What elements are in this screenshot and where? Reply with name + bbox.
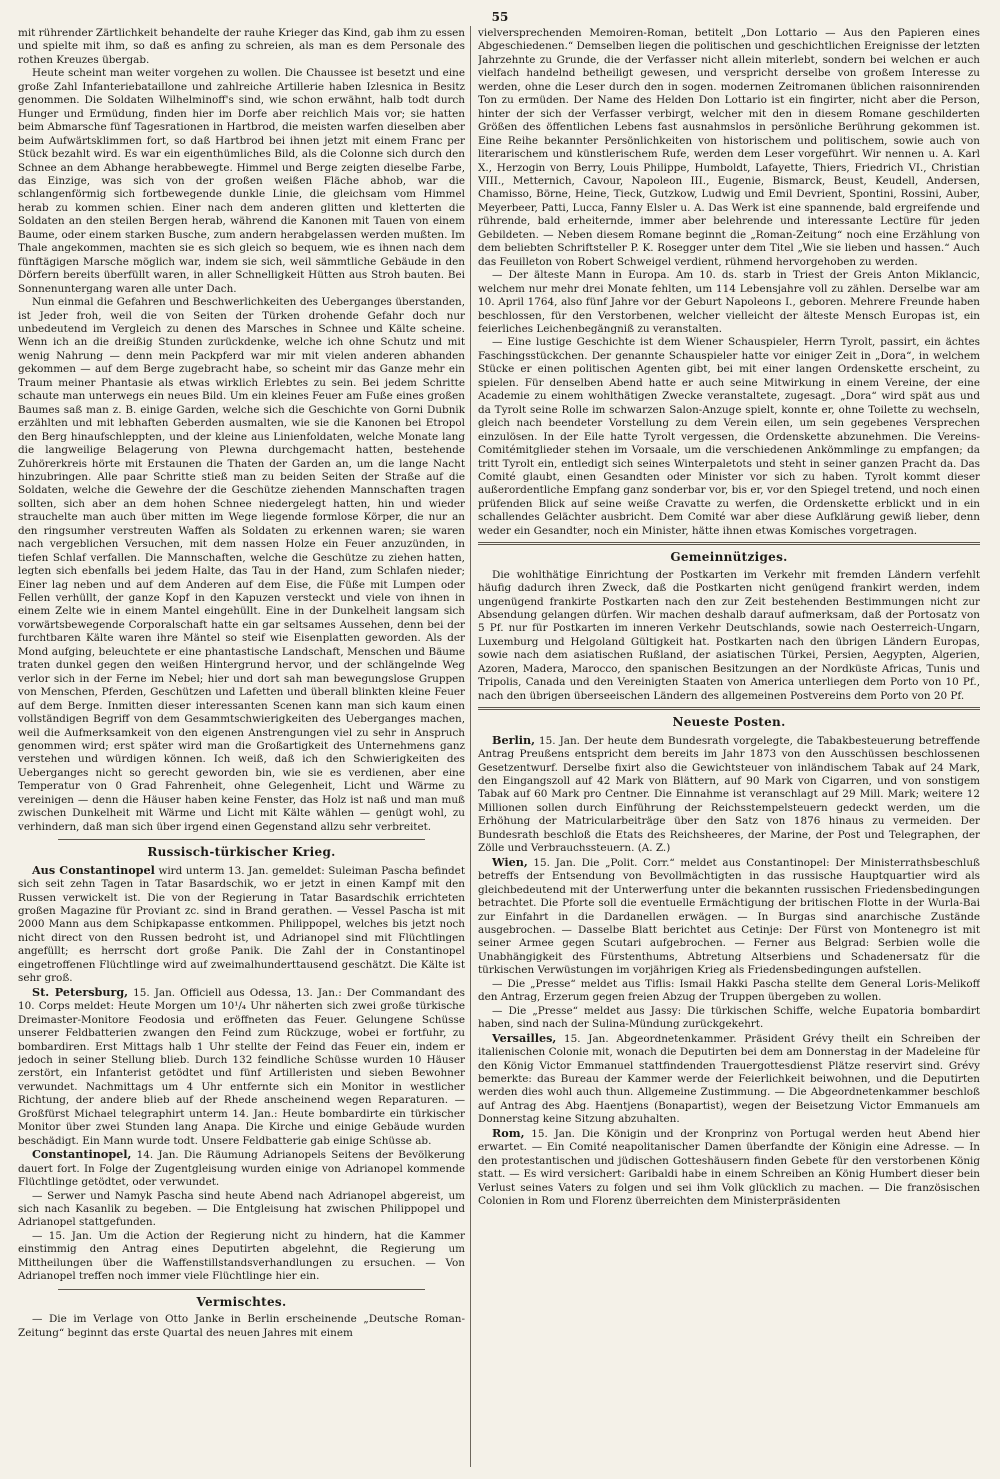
dateline: St. Petersburg, xyxy=(32,984,129,999)
paragraph: vielversprechenden Memoiren-Roman, betitelt „Don Lottario — Aus den Papieren eines Abgeschiedenen.“ Demselben liegen die politischen und geschichtlichen Ereignisse der letzten Jahrzehnte zu Grunde, die der Verfasser nicht allein miterlebt, sondern bei welchen er auch vielfach handelnd betheiligt gewesen, und verspricht derselbe von großem Interesse zu werden, ohne die Leser durch den in sogen. modernen Zeitromanen üblichen raisonnirenden Ton zu ermüden. Der Name des Helden Don Lottario ist ein fingirter, nicht aber die Person, hinter der sich der Verfasser verbirgt, welcher mit den in diesem Romane geschilderten Größen des öffentlichen Lebens fast ausnahmslos in persönliche Berührung gekommen ist. Eine Reihe bekannter Persönlichkeiten von historischem und politischem, sowie auch von literarischem und künstlerischem Rufe, werden dem Leser vorgeführt. Wir nennen u. A. Karl X., Herzogin von Berry, Louis Philippe, Humboldt, Lafayette, Thiers, Friedrich VI., Christian VIII., Metternich, Cavour, Napoleon III., Eugenie, Bismarck, Beust, Keudell, Andersen, Chamisso, Börne, Heine, Tieck, Gutzkow, Ludwig und Emil Devrient, Spontini, Rossini, Auber, Meyerbeer, Patti, Lucca, Fanny Elsler u. A. Das Werk ist eine spannende, bald ergreifende und rührende, bald erheiternde, immer aber belehrende und interessante Lectüre für jeden Gebildeten. — Neben diesem Romane beginnt die „Roman-Zeitung“ noch eine Erzählung von dem beliebten Schriftsteller P. K. Rosegger unter dem Titel „Wie sie lieben und hassen.“ Auch das Feuilleton von Robert Schweigel verdient, rühmend hervorgehoben zu werden. xyxy=(478,27,980,268)
section-heading-gemeinnuetziges: Gemeinnütziges. xyxy=(670,550,788,565)
news-item xyxy=(478,734,980,856)
news-item xyxy=(478,1127,980,1209)
news-text: 14. Jan. Die Räumung Adrianopels Seitens der Bevölkerung dauert fort. In Folge der Zugentgleisung wurden einige von Adrianopel kommende Flüchtlinge getödtet, oder verwundet. xyxy=(18,1149,465,1189)
news-item: — Serwer und Namyk Pascha sind heute Abend nach Adrianopel abgereist, um sich nach Kasanlik zu begeben. — Die Entgleisung hat zwischen Philippopel und Adrianopel stattgefunden. xyxy=(18,1189,465,1229)
paragraph: Heute scheint man weiter vorgehen zu wollen. Die Chaussee ist besetzt und eine große Zahl Infanteriebataillone und zahlreiche Artillerie haben Izlesnica in Besitz genommen. Die Soldaten Wilhelminoff's sind, wie schon erwähnt, halb todt durch Hunger und Ermüdung, finden hier im Dorfe aber reichlich Mais vor; sie hatten beim Abmarsche fünf Tagesrationen in Hartbrod, die meisten warfen dieselben aber beim Aufwärtsklimmen fort, so daß Hartbrod bei ihnen jetzt mit einem Franc per Stück bezahlt wird. Es war ein eigenthümliches Bild, als die Colonne sich durch den Schnee an dem Abhange herabbewegte. Himmel und Berge zeigten dieselbe Farbe, das Einzige, was sich von der großen weißen Fläche abhob, war die schlangenförmig sich fortbewegende dunkle Linie, die gleichsam vom Himmel herab zu kommen schien. Einer nach dem anderen glitten und kletterten die Soldaten an den steilen Bergen herab, während die Kanonen mit Tauen von einem Baume, oder einem starken Busche, zum andern herabgelassen werden mußten. Im Thale angekommen, machten sie es sich gleich so bequem, wie es ihnen nach dem fünftägigen Marsche möglich war, indem sie sich, weil sämmtliche Gebäude in den Dörfern bereits überfüllt waren, in aller Schnelligkeit Hütten aus Stroh bauten. Bei Sonnenuntergang waren alle unter Dach. xyxy=(18,67,465,295)
news-text: 15. Jan. Officiell aus Odessa, 13. Jan.: Der Commandant des 10. Corps meldet: Heute Morgen um 10¹/₄ Uhr näherten sich zwei große türkische Dreimaster-Monitore Feodosia und eröffneten das Feuer. Gelungene Schüsse unserer Feldbatterien zwangen den Feind zum Rückzuge, wobei er fortfuhr, zu bombardiren. Erst Mittags halb 1 Uhr stellte der Feind das Feuer ein, indem er jedoch in seiner Stellung blieb. Durch 132 feindliche Schüsse wurden 10 Häuser zerstört, ein Infanterist getödtet und fünf Artilleristen und sieben Bewohner verwundet. Nachmittags um 4 Uhr entfernte sich ein Monitor in westlicher Richtung, der andere blieb auf der Rhede anscheinend wegen Reparaturen. — Großfürst Michael telegraphirt unterm 14. Jan.: Heute bombardirte ein türkischer Monitor über zwei Stunden lang Anapa. Die Kirche und einige Gebäude wurden beschädigt. Ein Mann wurde todt. Unsere Feldbatterie gab einige Schüsse ab. xyxy=(18,986,465,1147)
news-item xyxy=(18,1148,465,1189)
dateline: Aus Constantinopel xyxy=(32,862,155,877)
section-separator xyxy=(478,542,980,545)
news-item: — Die „Presse“ meldet aus Jassy: Die türkischen Schiffe, welche Eupatoria bombardirt haben, sind nach der Sulina-Mündung zurückgekehrt. xyxy=(478,1004,980,1031)
section-separator xyxy=(58,1289,425,1290)
section-separator xyxy=(478,707,980,710)
section-heading-misc: Vermischtes. xyxy=(196,1294,287,1309)
news-item: — Die „Presse“ meldet aus Tiflis: Ismail Hakki Pascha stellte dem General Loris-Melikoff den Antrag, Erzerum gegen freien Abzug der Truppen übergeben zu wollen. xyxy=(478,977,980,1004)
paragraph: Die wohlthätige Einrichtung der Postkarten im Verkehr mit fremden Ländern verfehlt häufig dadurch ihren Zweck, daß die Postkarten nicht genügend frankirt werden, indem ungenügend frankirte Postkarten nach den zur Zeit bestehenden Bestimmungen nicht zur Absendung gelangen dürfen. Wir machen deshalb darauf aufmerksam, daß der Portosatz von 5 Pf. nur für Postkarten im inneren Verkehr Deutschlands, sowie nach Oesterreich-Ungarn, Luxemburg und Helgoland Gültigkeit hat. Postkarten nach den übrigen Ländern Europas, sowie nach dem asiatischen Rußland, der asiatischen Türkei, Persien, Aegypten, Algerien, Azoren, Madera, Marocco, den spanischen Besitzungen an der Nordküste Africas, Tunis und Tripolis, Canada und den Vereinigten Staaten von America unterliegen dem Porto von 10 Pf., nach den übrigen überseeischen Ländern des allgemeinen Postvereins dem Porto von 20 Pf. xyxy=(478,568,980,702)
paragraph: mit rührender Zärtlichkeit behandelte der rauhe Krieger das Kind, gab ihm zu essen und spielte mit ihm, so daß es anfing zu schreien, als man es dem Personale des rothen Kreuzes übergab. xyxy=(18,27,465,66)
news-text: 15. Jan. Die „Polit. Corr.“ meldet aus Constantinopel: Der Ministerrathsbeschluß betreffs der Entsendung von Bevollmächtigten in das russische Hauptquartier wird als gleichbedeutend mit der Unterwerfung unter die bekannten russischen Friedensbedingungen betrachtet. Die Pforte soll die eventuelle Ermächtigung der britischen Flotte in der Wurla-Bai zur Einfahrt in die Dardanellen erwägen. — In Burgas sind anarchische Zustände ausgebrochen. — Dasselbe Blatt berichtet aus Cetinje: Der Fürst von Montenegro ist mit seiner Armee gegen Scutari aufgebrochen. — Ferner aus Belgrad: Serbien wolle die Unabhängigkeit des Fürstenthums, Abtretung Altserbiens und Schadenersatz für die türkischen Verwüstungen im vorjährigen Krieg als Friedensbedingungen aufstellen. xyxy=(478,856,980,977)
dateline: Rom, xyxy=(492,1125,525,1140)
left-column xyxy=(18,27,465,1469)
page-number: 55 xyxy=(491,10,509,24)
paragraph: Nun einmal die Gefahren und Beschwerlichkeiten des Ueberganges überstanden, ist Jeder froh, weil die von Seiten der Türken drohende Gefahr doch nur unbedeutend im Vergleich zu denen des Marsches in Schnee und Kälte scheine. Wenn ich an die dreißig Stunden zurückdenke, welche ich ohne Schutz und mit wenig Nahrung — denn mein Packpferd war mir mit vielen anderen abhanden gekommen — auf dem Berge zugebracht habe, so scheint mir das Ganze mehr ein Traum meiner Phantasie als etwas wirklich Erlebtes zu sein. Bei jedem Schritte schaute man unterwegs ein neues Bild. Um ein kleines Feuer am Fuße eines großen Baumes saß man z. B. einige Garden, welche sich die Geschichte von Gorni Dubnik erzählten und mit lebhaften Geberden ausmalten, wie sie die Kanonen bei Etropol den Berg hinaufschleppten, und der kleine aus Linienfoldaten, welche Monate lang die langweilige Belagerung von Plewna durchgemacht hatten, bestehende Zuhörerkreis hörte mit Erstaunen die Thaten der Garden an, um die lange Nacht hinzubringen. Alle paar Schritte stieß man zu beiden Seiten der Straße auf die Soldaten, welche die Gewehre der die Geschütze ziehenden Mannschaften tragen sollten, sich aber an dem hohen Schnee niedergelegt hatten, hin und wieder strauchelte man auch über mitten im Wege liegende formlose Körper, die nur an den ringsumher verstreuten Waffen als Soldaten zu erkennen waren; sie waren nach vergeblichen Versuchen, mit dem nassen Holze ein Feuer anzuzünden, in tiefen Schlaf verfallen. Die Mannschaften, welche die Geschütze zu ziehen hatten, legten sich ebenfalls bei jedem Halte, das Tau in der Hand, zum Schlafen nieder; Einer lag neben und auf dem Anderen auf dem Eise, die Füße mit Lumpen oder Fellen verhüllt, der ganze Kopf in den Kapuzen versteckt und viele von ihnen in einem Zelte wie in einem Mantel eingehüllt. Eine in der Dunkelheit langsam sich vorwärtsbewegende Corporalschaft hatte ein gar seltsames Aussehen, denn bei der furchtbaren Kälte waren ihre Mäntel so steif wie Eisenplatten geworden. Als der Mond aufging, beleuchtete er eine phantastische Landschaft, Menschen und Bäume traten dunkel gegen den weißen Hintergrund hervor, und der schlängelnde Weg verlor sich in der Ferne im Nebel; hier und dort sah man bewegungslose Gruppen von Menschen, Pferden, Geschützen und Lafetten und überall blinkten kleine Feuer auf dem Berge. Inmitten dieser interessanten Scenen kann man sich kaum einen vollständigen Begriff von dem Gesammtschwierigkeiten des Ueberganges machen, weil die Aufmerksamkeit von den eigenen Anstrengungen viel zu sehr in Anspruch genommen wird; erst später wird man die Großartigkeit des Unternehmens ganz verstehen und würdigen können. Ich weiß, daß ich den Schwierigkeiten des Ueberganges nicht so gerecht geworden bin, wie sie es verdienen, aber eine Temperatur von 0 Grad Fahrenheit, ohne Gelegenheit, Licht und Wärme zu vereinigen — denn die Häuser haben keine Fenster, das Holz ist naß und man muß zwischen Dunkelheit mit Wärme und Licht mit Kälte wählen — genügt wohl, zu verhindern, daß man sich über irgend einen Gegenstand allzu sehr verbreitet. xyxy=(18,296,465,833)
news-item xyxy=(478,856,980,978)
dateline: Constantinopel, xyxy=(32,1147,132,1162)
section-separator xyxy=(58,839,425,840)
dateline: Wien, xyxy=(492,854,528,869)
news-item xyxy=(18,986,465,1148)
section-heading-war: Russisch-türkischer Krieg. xyxy=(147,845,336,860)
news-item: — 15. Jan. Um die Action der Regierung nicht zu hindern, hat die Kammer einstimmig den Antrag eines Deputirten abgelehnt, die Regierung um Mittheilungen über die Waffenstillstandsverhandlungen zu ersuchen. — Von Adrianopel treffen noch immer viele Flüchtlinge hier ein. xyxy=(18,1229,465,1283)
dateline: Berlin, xyxy=(492,732,535,747)
right-column xyxy=(478,27,980,1469)
news-item: — Der älteste Mann in Europa. Am 10. ds. starb in Triest der Greis Anton Miklancic, welchem nur mehr drei Monate fehlten, um 114 Lebensjahre voll zu zählen. Derselbe war am 10. April 1764, also fünf Jahre vor der Geburt Napoleons I., geboren. Mehrere Freunde haben beschlossen, für den Verstorbenen, welcher vielleicht der älteste Mensch Europas ist, ein feierliches Leichenbegängniß zu veranstalten. xyxy=(478,269,980,335)
column-divider xyxy=(470,26,471,1467)
news-text: 15. Jan. Abgeordnetenkammer. Präsident Grévy theilt ein Schreiben der italienischen Colonie mit, wonach die Deputirten bei dem am Donnerstag in der Madeleine für den König Victor Emmanuel stattfindenden Trauergottesdienst Plätze reservirt sind. Grévy bemerkte: das Bureau der Kammer werde der Feierlichkeit beiwohnen, und die Deputirten werden dies wohl auch thun. Allgemeine Zustimmung. — Die Abgeordnetenkammer beschloß auf Antrag des Abg. Haentjens (Bonapartist), wegen der Beisetzung Victor Emmanuels am Donnerstag keine Sitzung abzuhalten. xyxy=(478,1032,980,1126)
news-item: — Eine lustige Geschichte ist dem Wiener Schauspieler, Herrn Tyrolt, passirt, ein ächtes Faschingsstückchen. Der genannte Schauspieler hatte vor einiger Zeit in „Dora“, in welchem Stücke er einen politischen Agenten gibt, bei mit einer langen Ordenskette erscheint, zu spielen. Für denselben Abend hatte er auch seine Mitwirkung in einem Vereine, der eine Academie zu einem wohlthätigen Zwecke veranstaltete, zugesagt. „Dora“ wird spät aus und da Tyrolt seine Rolle im schwarzen Salon-Anzuge spielt, konnte er, ohne Toilette zu wechseln, gleich nach beendeter Vorstellung zu dem Verein eilen, um sein gegebenes Versprechen einzulösen. In der Eile hatte Tyrolt vergessen, die Ordenskette abzunehmen. Die Vereins-Comitémitglieder stehen im Vorsaale, um die verschiedenen Ankömmlinge zu empfangen; da tritt Tyrolt ein, entledigt sich seines Winterpaletots und steht in seiner ganzen Pracht da. Das Comité glaubt, einen Gesandten oder Minister vor sich zu haben. Tyrolt kommt dieser außerordentliche Empfang ganz sonderbar vor, bis er, vor den Spiegel tretend, und noch einen prüfenden Blick auf seine weiße Cravatte zu werfen, die Ordenskette erblickt und in ein schallendes Gelächter ausbricht. Dem Comité war aber diese Aufklärung gewiß lieber, denn weder ein Gesandter, noch ein Minister, hätte ihnen etwas Komisches vorgetragen. xyxy=(478,336,980,537)
dateline: Versailles, xyxy=(492,1030,557,1045)
section-heading-news: Neueste Posten. xyxy=(672,715,786,730)
news-item xyxy=(18,864,465,986)
news-text: 15. Jan. Die Königin und der Kronprinz von Portugal werden heut Abend hier erwartet. — Ein Comité neapolitanischer Damen überfandte der Königin eine Adresse. — In den protestantischen und jüdischen Gotteshäusern finden Gebete für den verstorbenen König statt. — Es wird versichert: Garibaldi habe in einem Schreiben an König Humbert dieser bein Verlust seines Vaters zu folgen und sei ihm Volk glücklich zu machen. — Die französischen Colonien in Rom und Florenz überreichten dem Ministerpräsidenten xyxy=(478,1127,980,1208)
news-text: 15. Jan. Der heute dem Bundesrath vorgelegte, die Tabakbesteuerung betreffende Antrag Preußens entspricht dem bereits im Jahr 1873 von den Ausschüssen beschlossenen Gesetzentwurf. Derselbe fixirt also die Gewichtsteuer von inländischem Tabak auf 24 Mark, den Eingangszoll auf 42 Mark von Blättern, auf 90 Mark von Cigarren, und von sonstigem Tabak auf 60 Mark pro Centner. Die Einnahme ist veranschlagt auf 29 Mill. Mark; weitere 12 Millionen sollen durch Einführung der Reichsstempelsteuern gedeckt werden, um die Erhöhung der Matricularbeiträge über den Satz von 1876 hinaus zu vermeiden. Der Bundesrath beschloß die Etats des Reichsheeres, der Marine, der Post und Telegraphen, der Zölle und Verbrauchssteuern. (A. Z.) xyxy=(478,734,980,855)
news-item xyxy=(478,1032,980,1127)
news-text: wird unterm 13. Jan. gemeldet: Suleiman Pascha befindet sich seit zehn Tagen in Tatar Basardschik, wo er jetzt in einen Kampf mit den Russen verwickelt ist. Die von der Regierung in Tatar Basardschik errichteten großen Magazine für Proviant zc. sind in Brand gerathen. — Vessel Pascha ist mit 2000 Mann aus dem Schipkapasse entkommen. Philippopel, welches bis jetzt noch nicht direct von den Russen bedroht ist, und Adrianopel sind mit Flüchtlingen angefüllt; es herrscht dort große Panik. Die Zahl der in Constantinopel eingetroffenen Flüchtlinge wird auf zweimalhunderttausend geschätzt. Die Kälte ist sehr groß. xyxy=(18,864,465,985)
news-item: — Die im Verlage von Otto Janke in Berlin erscheinende „Deutsche Roman-Zeitung“ beginnt das erste Quartal des neuen Jahres mit einem xyxy=(18,1313,465,1339)
